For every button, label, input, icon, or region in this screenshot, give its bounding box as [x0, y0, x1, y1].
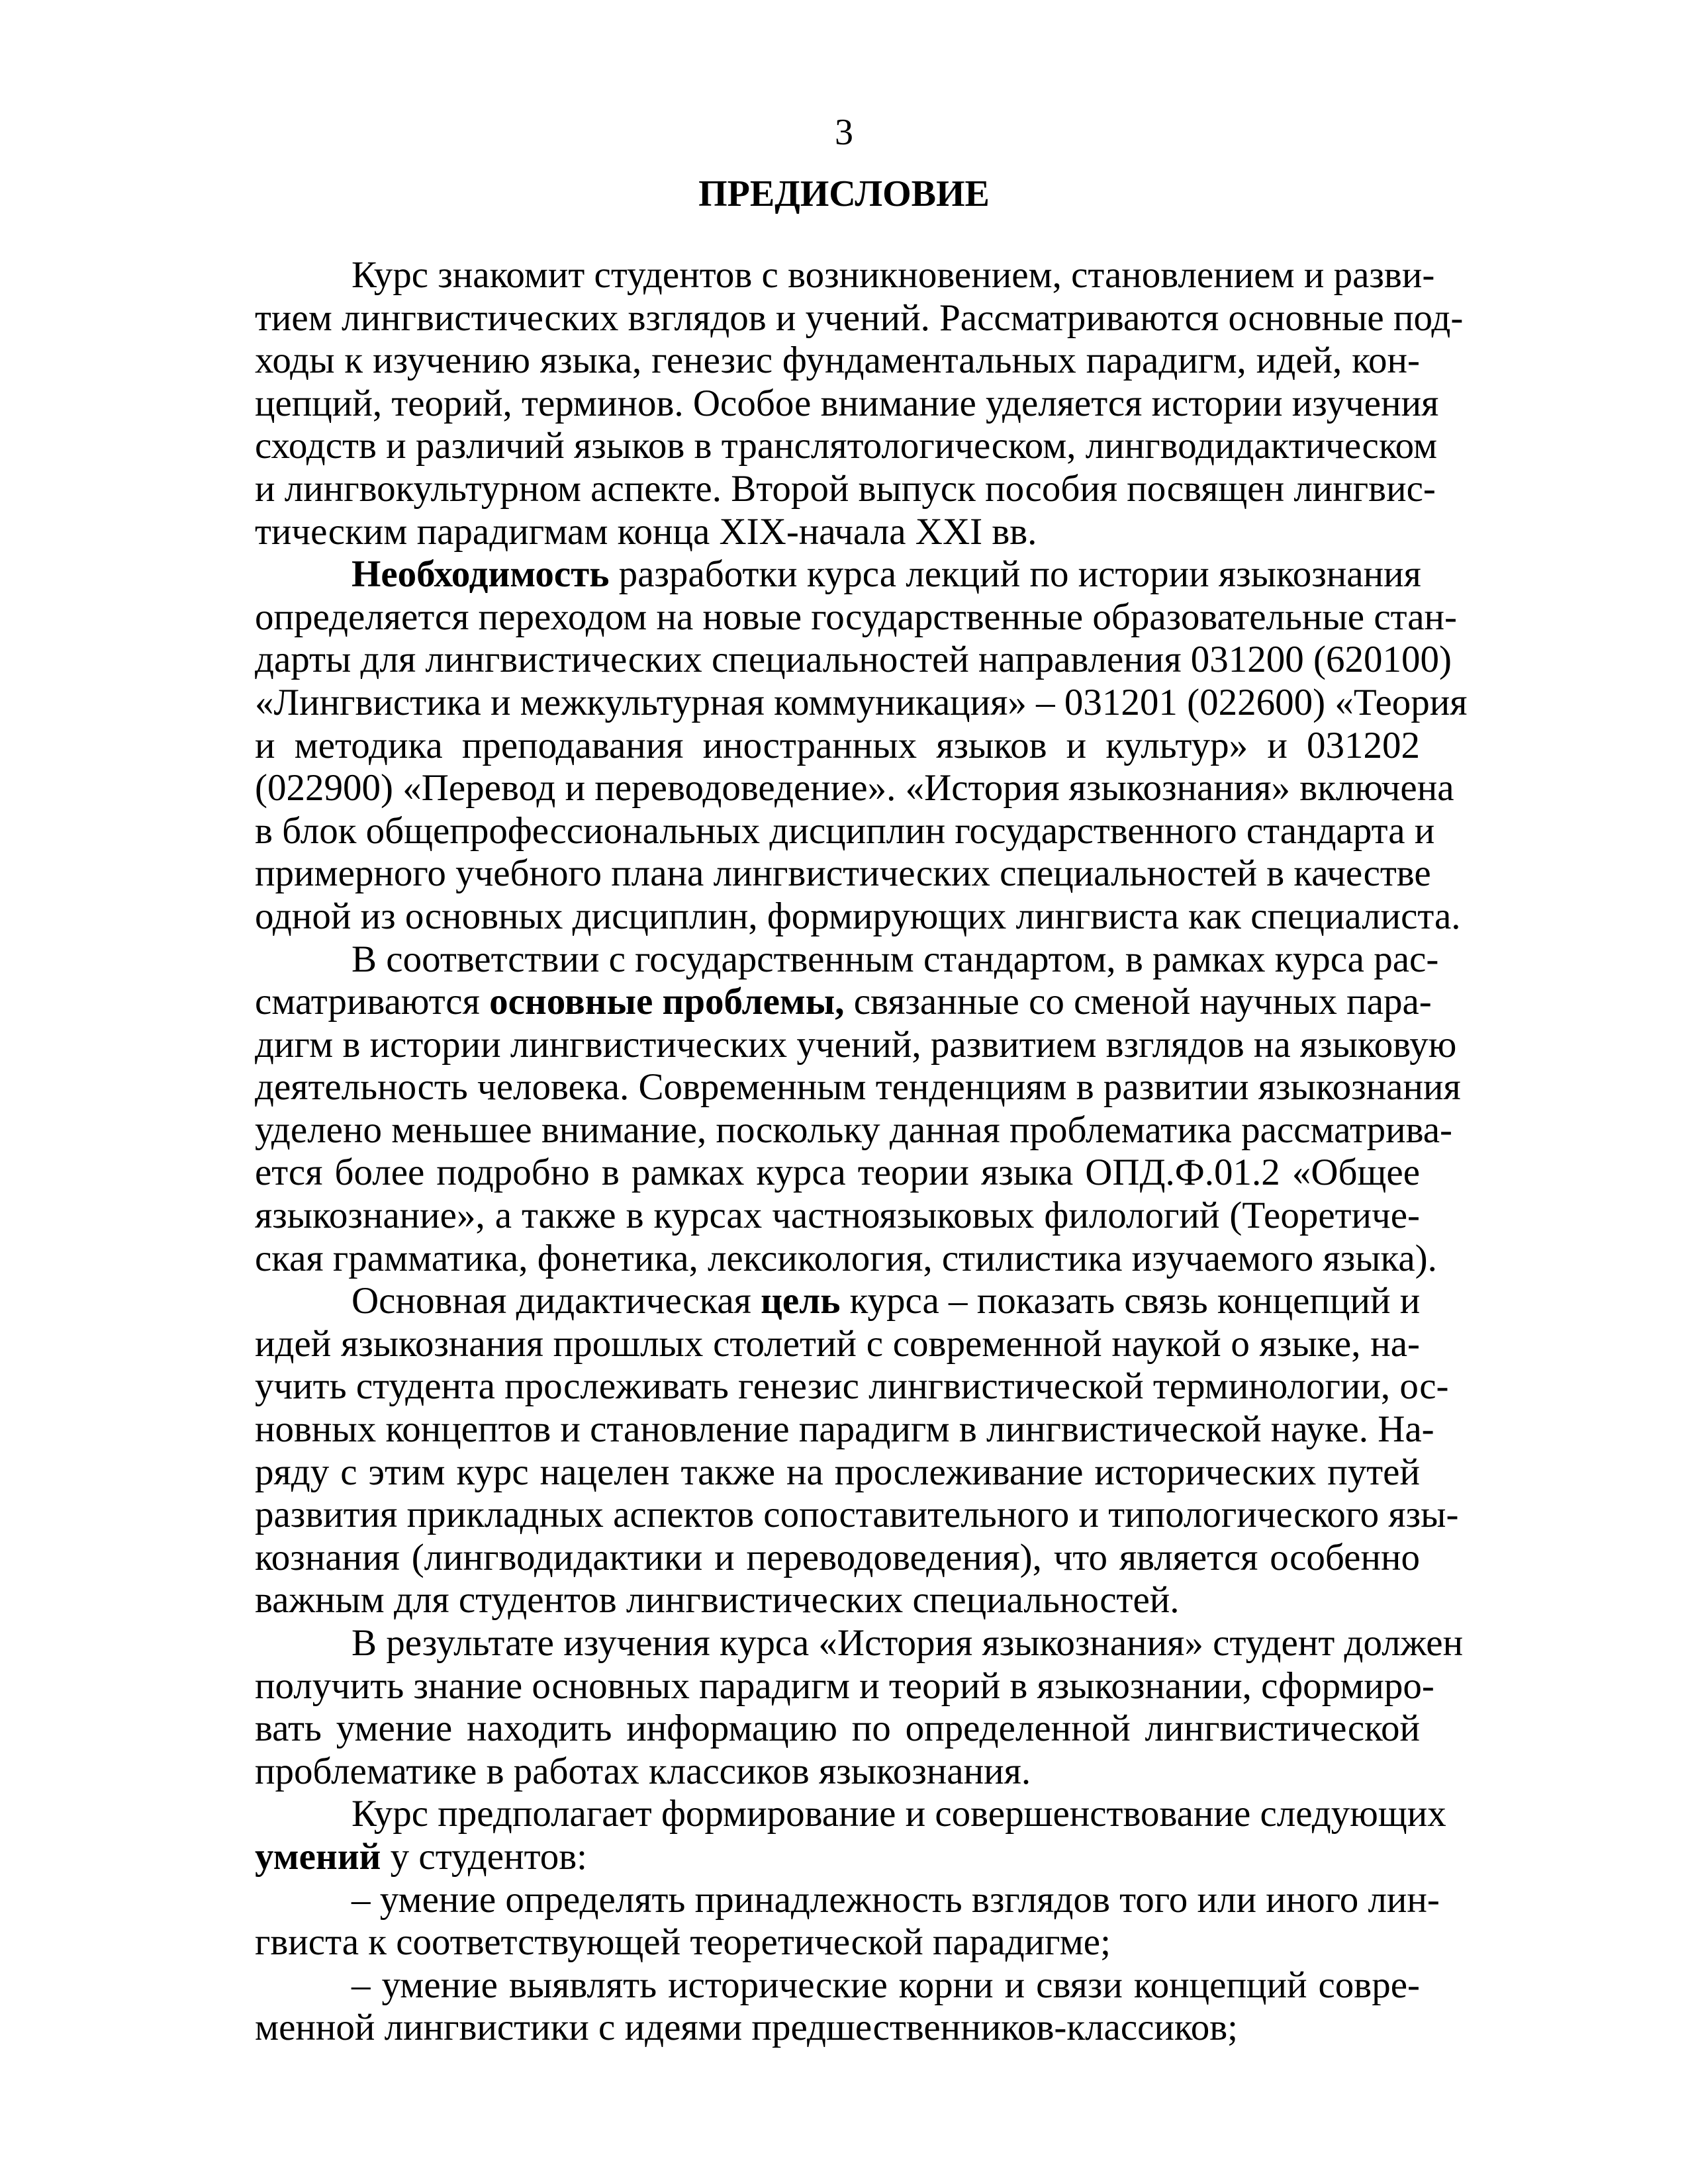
text-segment: новных концептов и становление парадигм в лингвистической науке. На-	[255, 1408, 1434, 1451]
text-segment: дигм в истории лингвистических учений, развитием взглядов на языковую	[255, 1023, 1457, 1066]
text-segment: (022900) «Перевод и переводоведение». «История языкознания» включена	[255, 767, 1454, 809]
body-text	[255, 254, 1468, 2050]
text-line	[255, 596, 1458, 639]
text-segment: ходы к изучению языка, генезис фундаментальных парадигм, идей, кон-	[255, 340, 1420, 382]
bold-term: основные проблемы,	[489, 981, 845, 1023]
text-line	[255, 1622, 1464, 1665]
text-line	[255, 1451, 1420, 1494]
text-line	[255, 1195, 1420, 1238]
paragraph	[255, 1878, 1440, 1964]
text-line	[255, 2007, 1420, 2050]
text-segment: сходств и различий языков в транслятологическом, лингводидактическом	[255, 425, 1438, 467]
text-segment: сматриваются	[255, 981, 490, 1023]
text-line	[255, 938, 1439, 981]
text-segment: тием лингвистических взглядов и учений. Рассматриваются основные под-	[255, 296, 1464, 339]
text-segment: связанные со сменой научных пара-	[844, 981, 1432, 1023]
paragraph	[255, 1622, 1464, 1793]
page-title: ПРЕДИСЛОВИЕ	[698, 173, 990, 214]
text-line	[255, 382, 1439, 426]
text-segment: В соответствии с государственным стандартом, в рамках курса рас-	[352, 938, 1439, 980]
text-line	[255, 895, 1461, 938]
text-line	[255, 1579, 1420, 1622]
text-line	[255, 1836, 1420, 1879]
text-line	[255, 553, 1420, 596]
text-segment: примерного учебного плана лингвистических специальностей в качестве	[255, 852, 1431, 895]
text-segment: и методика преподавания иностранных языков и культур» и 031202	[255, 724, 1420, 766]
text-segment: в блок общепрофессиональных дисциплин государственного стандарта и	[255, 809, 1435, 852]
paragraph	[255, 938, 1461, 1281]
text-segment: определяется переходом на новые государственные образовательные стан-	[255, 596, 1458, 638]
text-segment: уделено меньшее внимание, поскольку данная проблематика рассматрива-	[255, 1109, 1453, 1151]
text-segment: развития прикладных аспектов сопоставительного и типологического язы-	[255, 1494, 1459, 1536]
bold-term: умений	[255, 1835, 381, 1878]
text-segment: ряду с этим курс нацелен также на прослеживание исторических путей	[255, 1451, 1420, 1493]
text-segment: получить знание основных парадигм и теорий в языкознании, сформиро-	[255, 1664, 1434, 1707]
text-segment: Курс знакомит студентов с возникновением, становлением и разви-	[352, 254, 1435, 296]
text-line	[255, 1664, 1434, 1708]
text-segment: курса – показать связь концепций и	[840, 1280, 1421, 1322]
text-segment: В результате изучения курса «История языкознания» студент должен	[352, 1622, 1464, 1664]
text-line	[255, 467, 1436, 511]
paragraph	[255, 1793, 1446, 1878]
text-line	[255, 1878, 1440, 1922]
page-number: 3	[835, 112, 853, 153]
text-line	[255, 1280, 1420, 1323]
text-line	[255, 1152, 1420, 1195]
text-line	[255, 1921, 1420, 1964]
text-line	[255, 681, 1468, 725]
text-segment: Курс предполагает формирование и совершенствование следующих	[352, 1793, 1446, 1835]
text-segment: важным для студентов лингвистических специальностей.	[255, 1579, 1180, 1621]
text-line	[255, 511, 1420, 554]
text-line	[255, 296, 1464, 340]
text-line	[255, 1365, 1449, 1408]
text-line	[255, 725, 1420, 768]
text-segment: ская грамматика, фонетика, лексикология, стилистика изучаемого языка).	[255, 1237, 1437, 1279]
text-line	[255, 639, 1452, 682]
text-line	[255, 1023, 1457, 1067]
text-segment: менной лингвистики с идеями предшественников-классиков;	[255, 2007, 1238, 2049]
text-segment: ется более подробно в рамках курса теории языка ОПД.Ф.01.2 «Общее	[255, 1152, 1420, 1194]
text-segment: Основная дидактическая	[352, 1280, 761, 1322]
paragraph	[255, 1280, 1459, 1622]
text-segment: цепций, теорий, терминов. Особое внимание уделяется истории изучения	[255, 382, 1439, 424]
text-segment: у студентов:	[381, 1835, 587, 1878]
text-line	[255, 1964, 1420, 2007]
text-line	[255, 340, 1420, 383]
text-line	[255, 1537, 1420, 1580]
text-line	[255, 1494, 1459, 1537]
text-line	[255, 1323, 1420, 1366]
bold-term: Необходимость	[352, 553, 610, 596]
text-line	[255, 425, 1438, 468]
text-segment: идей языкознания прошлых столетий с современной наукой о языке, на-	[255, 1322, 1420, 1365]
bold-term: цель	[761, 1280, 841, 1322]
text-segment: проблематике в работах классиков языкознания.	[255, 1750, 1031, 1792]
text-segment: деятельность человека. Современным тенденциям в развитии языкознания	[255, 1066, 1461, 1109]
paragraph	[255, 1964, 1420, 2050]
text-line	[255, 254, 1435, 297]
text-segment: разработки курса лекций по истории языкознания	[609, 553, 1421, 596]
text-segment: гвиста к соответствующей теоретической парадигме;	[255, 1921, 1111, 1964]
paragraph	[255, 254, 1464, 553]
text-segment: учить студента прослеживать генезис лингвистической терминологии, ос-	[255, 1365, 1449, 1408]
paragraph	[255, 553, 1468, 938]
text-segment: кознания (лингводидактики и переводоведения), что является особенно	[255, 1536, 1420, 1578]
text-line	[255, 981, 1432, 1024]
text-segment: – умение выявлять исторические корни и связи концепций совре-	[352, 1964, 1420, 2006]
text-line	[255, 852, 1431, 895]
text-line	[255, 1109, 1453, 1152]
text-segment: вать умение находить информацию по определенной лингвистической	[255, 1707, 1420, 1750]
text-segment: тическим парадигмам конца XIX-начала XXI вв.	[255, 510, 1037, 553]
text-segment: «Лингвистика и межкультурная коммуникация» – 031201 (022600) «Теория	[255, 681, 1468, 723]
text-line	[255, 1793, 1446, 1836]
text-segment: языкознание», а также в курсах частноязыковых филологий (Теоретиче-	[255, 1195, 1420, 1237]
text-line	[255, 1751, 1420, 1794]
text-segment: дарты для лингвистических специальностей направления 031200 (620100)	[255, 639, 1452, 681]
text-line	[255, 809, 1435, 853]
text-segment: – умение определять принадлежность взглядов того или иного лин-	[352, 1878, 1440, 1921]
text-line	[255, 1237, 1437, 1281]
text-segment: и лингвокультурном аспекте. Второй выпуск пособия посвящен лингвис-	[255, 467, 1436, 510]
text-line	[255, 1408, 1434, 1451]
text-line	[255, 767, 1454, 810]
text-segment: одной из основных дисциплин, формирующих лингвиста как специалиста.	[255, 895, 1461, 937]
text-line	[255, 1066, 1461, 1109]
text-line	[255, 1707, 1420, 1751]
